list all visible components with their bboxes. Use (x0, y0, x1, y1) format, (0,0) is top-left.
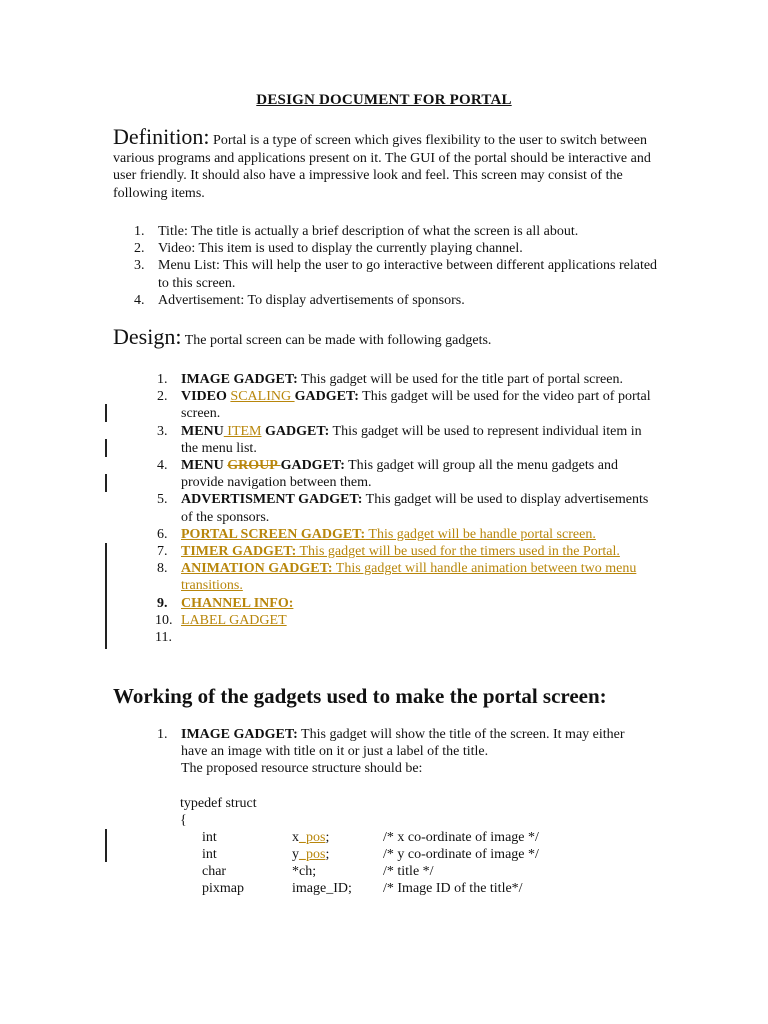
gadget-item-timer: 7. TIMER GADGET: This gadget will be used for the timers used in the Portal. (157, 544, 620, 560)
list-item: 3. Menu List: This will help the user to go interactive between different applications related to this screen. (134, 258, 658, 291)
list-item: 4. Advertisement: To display advertisements of sponsors. (134, 292, 465, 308)
working-item-image-gadget: 1. IMAGE GADGET: This gadget will show the title of the screen. It may either have an image with title on it or just a label of the title. The proposed resource structure should be: (181, 726, 641, 778)
revision-bar (105, 543, 107, 649)
list-item: 2. Video: This item is used to display the currently playing channel. (134, 241, 523, 257)
gadget-item-portal-screen: 6. PORTAL SCREEN GADGET: This gadget will be handle portal screen. (157, 526, 596, 542)
gadget-item-label: 10. LABEL GADGET (155, 612, 287, 628)
resource-structure-intro: The proposed resource structure should be: (181, 761, 423, 777)
gadget-item-image: 1. IMAGE GADGET: This gadget will be used for the title part of portal screen. (157, 372, 623, 387)
definition-text: Portal is a type of screen which gives flexibility to the user to switch between various programs and applications present on it. The GUI of the portal should be interactive and user friendly. It should also have a impressive look and feel. This screen may consist of the following items. (113, 133, 651, 201)
design-text: The portal screen can be made with following gadgets. (181, 333, 492, 348)
inserted-text: _pos (299, 830, 326, 845)
gadget-item-advertisment: 5. ADVERTISMENT GADGET: This gadget will be used to display advertisements of the sponsors. (157, 492, 649, 525)
code-open-brace: { (180, 813, 187, 828)
design-heading: Design: (113, 324, 182, 349)
revision-bar (105, 404, 107, 422)
gadget-item-empty: 11. (155, 630, 172, 646)
revision-bar (105, 439, 107, 457)
document-title: DESIGN DOCUMENT FOR PORTAL (256, 92, 512, 108)
definition-paragraph (113, 124, 653, 202)
definition-heading: Definition: (113, 124, 210, 149)
gadget-item-menu-group: 4. MENU GROUP GADGET: This gadget will group all the menu gadgets and provide navigation between them. (157, 458, 618, 491)
gadget-item-menu-item: 3. MENU ITEM GADGET: This gadget will be used to represent individual item in the menu list. (157, 423, 642, 456)
deleted-text: GROUP (227, 458, 281, 474)
gadget-item-channel-info: 9. CHANNEL INFO: (157, 595, 294, 611)
design-paragraph (113, 324, 653, 350)
working-list (157, 726, 641, 778)
gadget-item-animation: 8. ANIMATION GADGET: This gadget will handle animation between two menu transitions. (157, 561, 637, 594)
revision-bar (105, 829, 107, 862)
inserted-text: _pos (299, 847, 326, 862)
code-typedef: typedef struct (180, 796, 257, 811)
items-list (134, 223, 658, 309)
working-heading: Working of the gadgets used to make the portal screen: (113, 684, 607, 708)
gadget-item-video: 2. VIDEO SCALING GADGET: This gadget will be used for the video part of portal screen. (157, 389, 651, 422)
revision-bar (105, 474, 107, 492)
document-page: DESIGN DOCUMENT FOR PORTAL Definition: Portal is a type of screen which gives flexibility to the user to switch between various programs and applications present on it. The GUI of the portal should be interactive and user friendly. It should also have a impressive look and feel. This screen may consist of the following items. 1. Title: The title is actually a brief description of what the screen is all about. 2. Video: This item is used to display the currently playing channel. 3. Menu List: This will help the user to go interactive between different applications related to this screen. 4. Advertisement: To display advertisements of sponsors. Design: The portal screen can be made with following gadgets. 1. IMAGE GADGET: This gadget will be used for the title part of portal screen. 2. VIDEO SCALING GADGET: This gadget will be used for the video part of portal screen. 3. MENU ITEM GADGET: This gadget will be used to represent individual item in the menu list. 4. MENU GROUP GADGET: This gadget will group all the menu gadgets and provide navigation between them. 5. ADVERTISMENT GADGET: This gadget will be used to display advertisements of the sponsors. 6. PORTAL SCREEN GADGET: This gadget will be handle portal screen. 7. TIMER GADGET: This gadget will be used for the timers used in the Portal. 8. ANIMATION GADGET: This gadget will handle animation between two menu transitions. 9. CHANNEL INFO: 10. LABEL GADGET 11. Working of the gadgets used to make the portal screen: 1. IMAGE GADGET: This gadget will show the title of the screen. It may either have an image with title on it or just a label of the title. The proposed resource structure should be: typedef struct { int x_pos; /* x co-ordinate of image */ int y_pos; /* y co-ordinate of image */ char *ch; /* title */ pixmap image_ID; /* Image ID of the title*/ (0, 0, 768, 1024)
inserted-text: ITEM (223, 423, 262, 439)
list-item: 1. Title: The title is actually a brief description of what the screen is all about. (134, 224, 579, 239)
inserted-text: SCALING (230, 389, 295, 405)
gadgets-list (155, 371, 661, 646)
